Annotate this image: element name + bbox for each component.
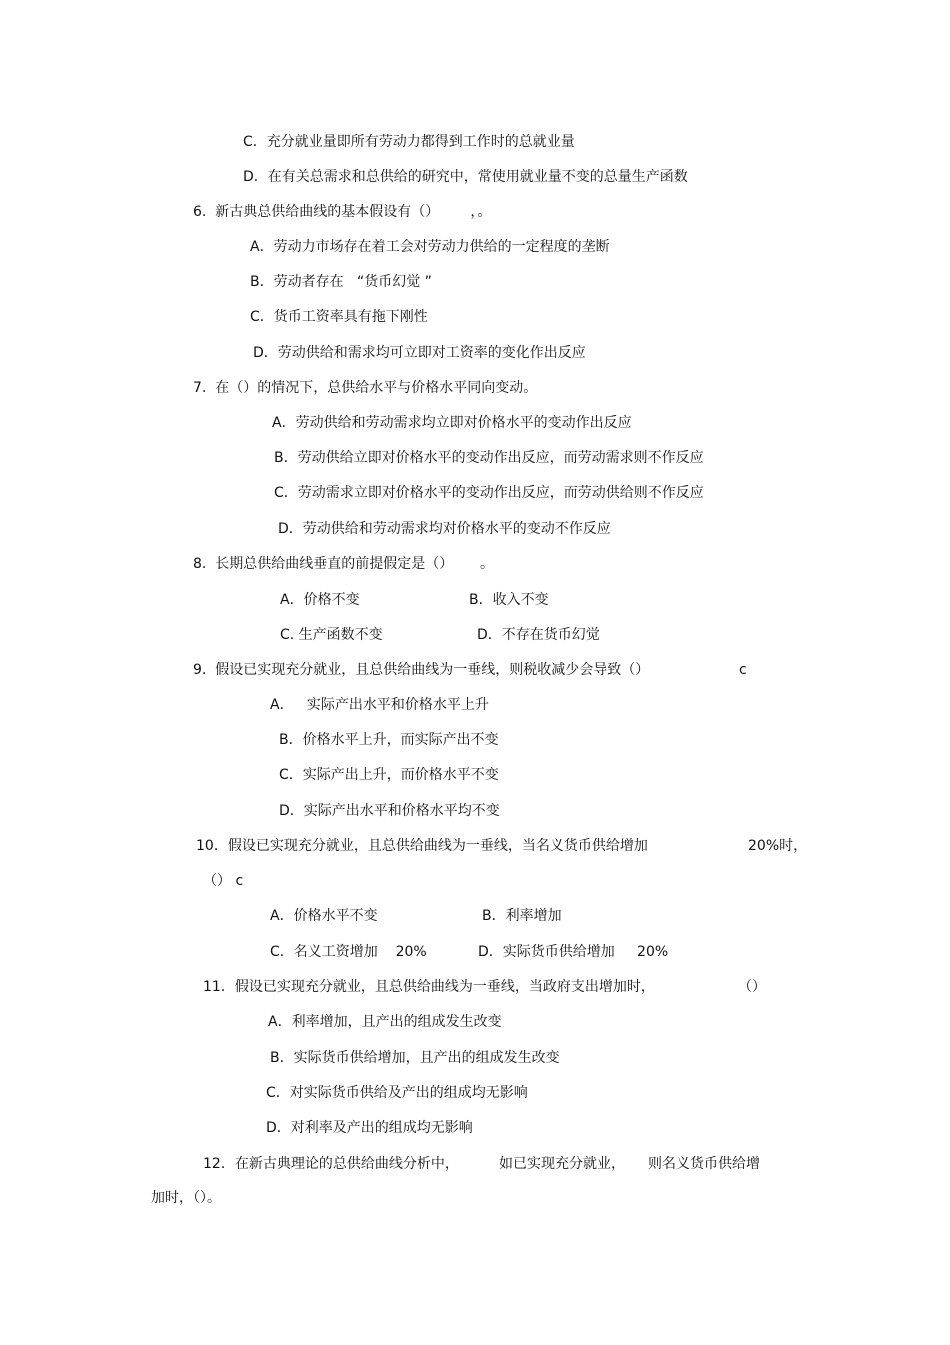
q10-option-d: D．实际货币供给增加 20% bbox=[478, 944, 669, 960]
q12-stem-part3: 则名义货币供给增 bbox=[648, 1156, 760, 1172]
q9-option-b: B．价格水平上升，而实际产出不变 bbox=[279, 732, 499, 748]
q6-stem: 6. 新古典总供给曲线的基本假设有（） ，。 bbox=[193, 204, 492, 220]
q9-option-c: C．实际产出上升，而价格水平不变 bbox=[279, 767, 499, 783]
q11-option-a: A．利率增加，且产出的组成发生改变 bbox=[268, 1014, 502, 1030]
q7-stem: 7. 在（）的情况下，总供给水平与价格水平同向变动。 bbox=[193, 380, 538, 396]
q9-option-d: D．实际产出水平和价格水平均不变 bbox=[279, 803, 500, 819]
q8-stem: 8. 长期总供给曲线垂直的前提假定是（） 。 bbox=[193, 556, 494, 572]
q9-stem-answer: c bbox=[739, 662, 747, 678]
q9-option-a: A． 实际产出水平和价格水平上升 bbox=[270, 697, 489, 713]
q10-stem-continued: （） c bbox=[203, 873, 244, 889]
q8-option-c: C. 生产函数不变 bbox=[280, 627, 383, 643]
q11-stem-bracket: （） bbox=[738, 979, 766, 995]
q7-option-c: C．劳动需求立即对价格水平的变动作出反应，而劳动供给则不作反应 bbox=[274, 485, 704, 501]
q12-stem: 12．在新古典理论的总供给曲线分析中， bbox=[203, 1156, 459, 1172]
q8-option-a: A．价格不变 bbox=[280, 592, 360, 608]
q6-option-b: B．劳动者存在 “货币幻觉 ” bbox=[250, 274, 432, 290]
q5-option-c: C．充分就业量即所有劳动力都得到工作时的总就业量 bbox=[243, 134, 575, 150]
q8-option-b: B．收入不变 bbox=[469, 592, 549, 608]
q11-option-c: C．对实际货币供给及产出的组成均无影响 bbox=[266, 1085, 528, 1101]
q10-option-c: C．名义工资增加 20% bbox=[270, 944, 427, 960]
q10-stem: 10．假设已实现充分就业，且总供给曲线为一垂线，当名义货币供给增加 bbox=[196, 838, 648, 854]
q11-option-b: B．实际货币供给增加，且产出的组成发生改变 bbox=[270, 1050, 560, 1066]
q6-option-a: A．劳动力市场存在着工会对劳动力供给的一定程度的垄断 bbox=[250, 239, 610, 255]
q10-option-a: A．价格水平不变 bbox=[270, 908, 378, 924]
q12-stem-continued: 加时，（）。 bbox=[151, 1190, 221, 1206]
q11-stem: 11．假设已实现充分就业，且总供给曲线为一垂线，当政府支出增加时， bbox=[203, 979, 655, 995]
q7-option-a: A．劳动供给和劳动需求均立即对价格水平的变动作出反应 bbox=[272, 415, 632, 431]
q12-stem-part2: 如已实现充分就业， bbox=[499, 1156, 625, 1172]
q7-option-d: D．劳动供给和劳动需求均对价格水平的变动不作反应 bbox=[278, 521, 611, 537]
q5-option-d: D．在有关总需求和总供给的研究中，常使用就业量不变的总量生产函数 bbox=[243, 169, 688, 185]
q10-option-b: B．利率增加 bbox=[482, 908, 562, 924]
q6-option-d: D．劳动供给和需求均可立即对工资率的变化作出反应 bbox=[253, 345, 586, 361]
q6-option-c: C．货币工资率具有拖下刚性 bbox=[250, 309, 428, 325]
q7-option-b: B．劳动供给立即对价格水平的变动作出反应，而劳动需求则不作反应 bbox=[274, 450, 704, 466]
q9-stem: 9. 假设已实现充分就业，且总供给曲线为一垂线，则税收减少会导致（） bbox=[193, 662, 650, 678]
q8-option-d: D．不存在货币幻觉 bbox=[477, 627, 600, 643]
q11-option-d: D．对利率及产出的组成均无影响 bbox=[266, 1120, 473, 1136]
q10-stem-percent: 20%时， bbox=[748, 838, 808, 854]
